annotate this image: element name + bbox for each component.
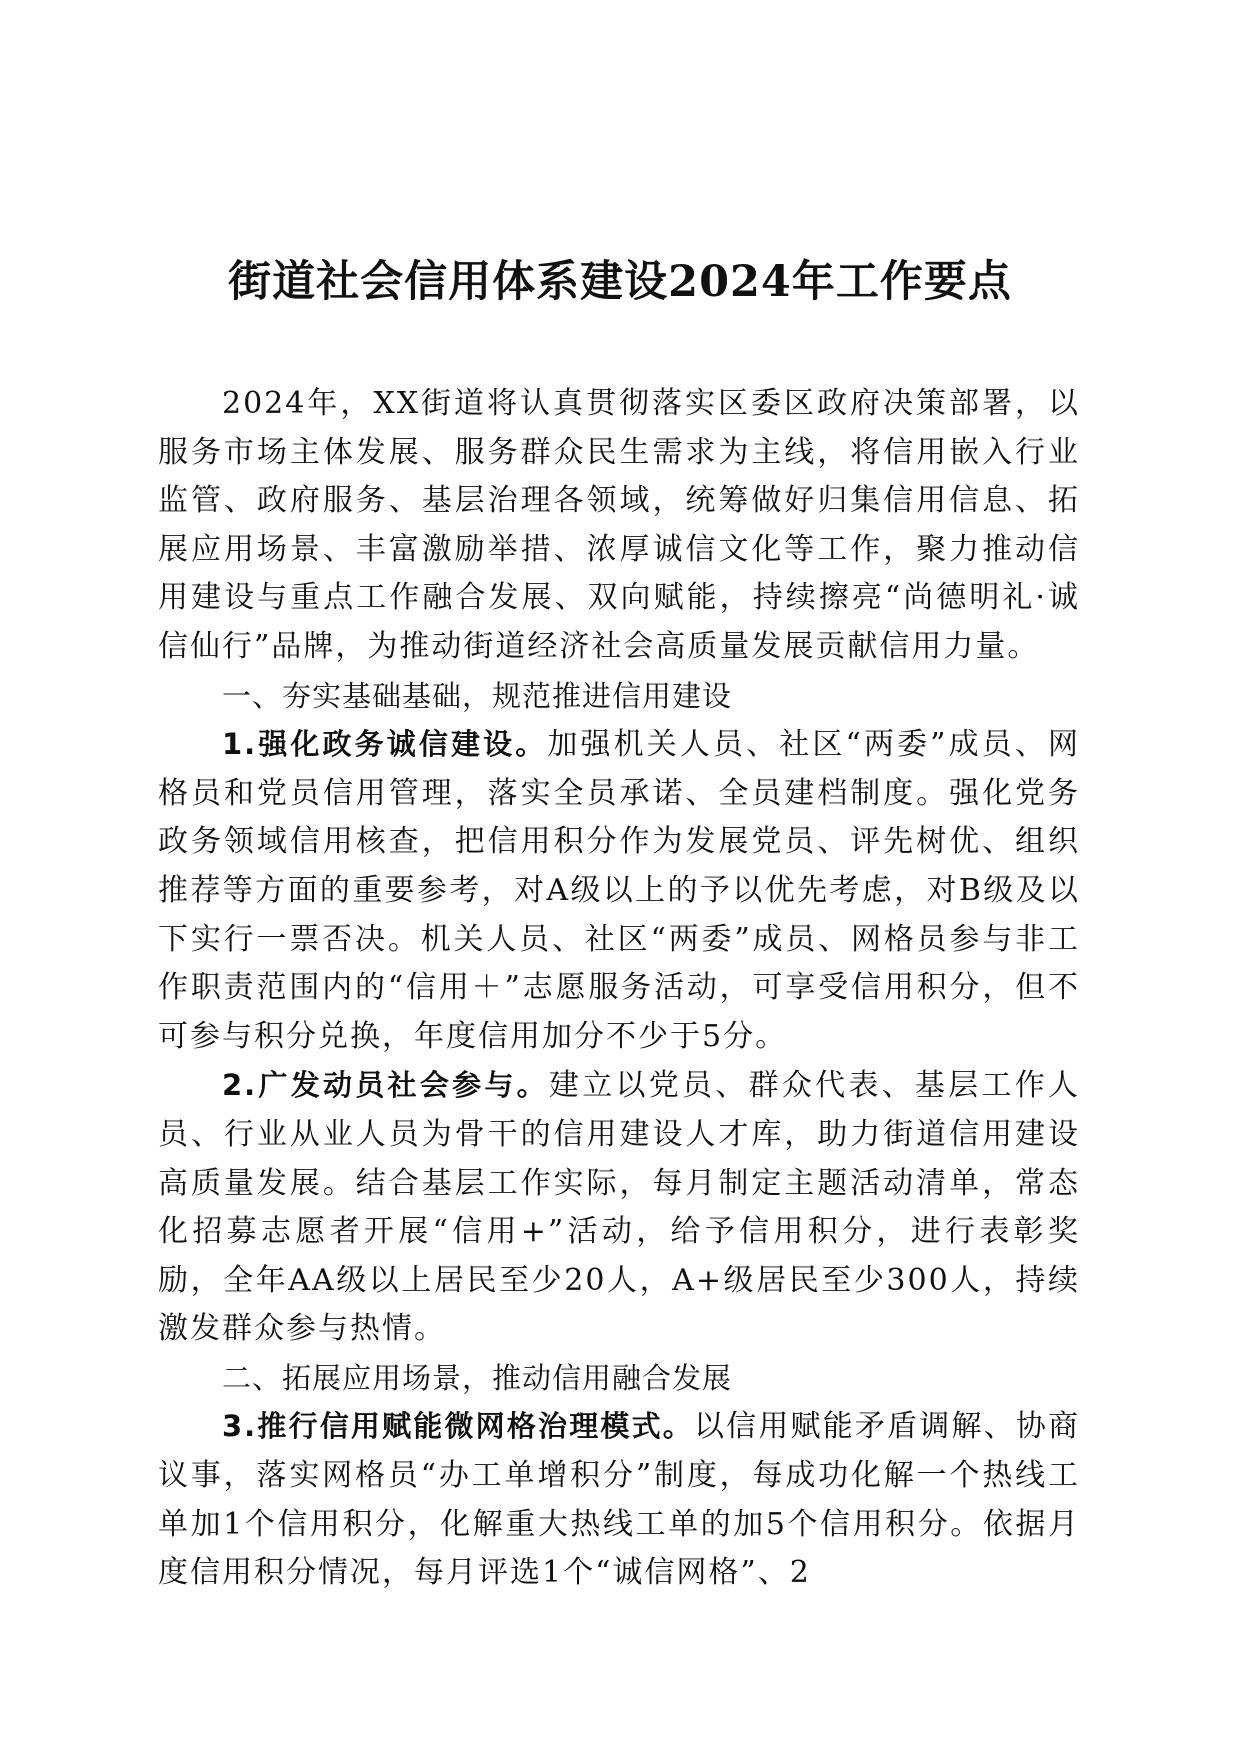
- item-1-paragraph: [158, 720, 1080, 1061]
- item-1-text: 加强机关人员、社区“两委”成员、网格员和党员信用管理，落实全员承诺、全员建档制度。强化党务政务领域信用核查，把信用积分作为发展党员、评先树优、组织推荐等方面的重要参考，对A级以上的予以优先考虑，对B级及以下实行一票否决。机关人员、社区“两委”成员、网格员参与非工作职责范围内的“信用＋”志愿服务活动，可享受信用积分，但不可参与积分兑换，年度信用加分不少于5分。: [158, 727, 1080, 1054]
- document-title: 街道社会信用体系建设2024年工作要点: [228, 257, 1012, 307]
- section-1-heading: 一、夯实基础基础，规范推进信用建设: [222, 678, 733, 713]
- item-3-text: 以信用赋能矛盾调解、协商议事，落实网格员“办工单增积分”制度，每成功化解一个热线工单加1个信用积分，化解重大热线工单的加5个信用积分。依据月度信用积分情况，每月评选1个“诚信网格”、2: [158, 1409, 1080, 1591]
- item-1-lead: 1.强化政务诚信建设。: [222, 727, 548, 762]
- item-2-paragraph: [158, 1061, 1080, 1354]
- item-2-text: 建立以党员、群众代表、基层工作人员、行业从业人员为骨干的信用建设人才库，助力街道信用建设高质量发展。结合基层工作实际，每月制定主题活动清单，常态化招募志愿者开展“信用+”活动，给予信用积分，进行表彰奖励，全年AA级以上居民至少20人，A+级居民至少300人，持续激发群众参与热情。: [158, 1068, 1080, 1347]
- item-3-paragraph: [158, 1402, 1080, 1597]
- intro-paragraph: 2024年，XX街道将认真贯彻落实区委区政府决策部署，以服务市场主体发展、服务群众民生需求为主线，将信用嵌入行业监管、政府服务、基层治理各领域，统筹做好归集信用信息、拓展应用场景、丰富激励举措、浓厚诚信文化等工作，聚力推动信用建设与重点工作融合发展、双向赋能，持续擦亮“尚德明礼·诚信仙行”品牌，为推动街道经济社会高质量发展贡献信用力量。: [158, 386, 1080, 664]
- section-2-heading: 二、拓展应用场景，推动信用融合发展: [222, 1360, 733, 1395]
- item-2-lead: 2.广发动员社会参与。: [222, 1068, 549, 1103]
- document-body: [158, 380, 1080, 1598]
- item-3-lead: 3.推行信用赋能微网格治理模式。: [222, 1409, 694, 1444]
